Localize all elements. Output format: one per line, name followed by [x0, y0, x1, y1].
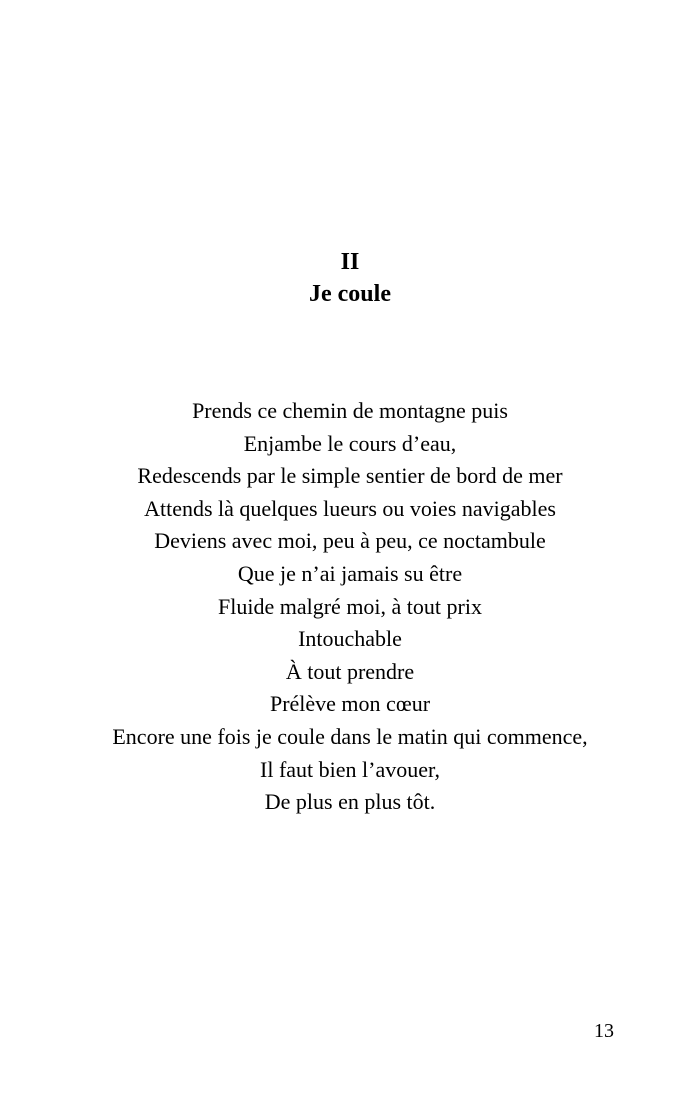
poem-body	[0, 395, 700, 819]
poem-line: Intouchable	[298, 626, 402, 652]
page-number: 13	[594, 1020, 614, 1042]
poem-line: Attends là quelques lueurs ou voies navigables	[144, 495, 556, 521]
poem-line: Fluide malgré moi, à tout prix	[218, 593, 482, 619]
poem-line: Il faut bien l’avouer,	[260, 756, 440, 782]
chapter-numeral: II	[340, 249, 360, 275]
poem-line: Que je n’ai jamais su être	[237, 560, 463, 586]
poem-line: Redescends par le simple sentier de bord de mer	[137, 463, 563, 489]
poem-line: Prélève mon cœur	[269, 691, 431, 717]
poem-line: À tout prendre	[285, 658, 415, 684]
poem-line: Prends ce chemin de montagne puis	[192, 398, 508, 423]
chapter-title: Je coule	[309, 281, 391, 307]
poem-line: De plus en plus tôt.	[264, 789, 436, 815]
poem-line: Enjambe le cours d’eau,	[243, 430, 457, 456]
poem-line: Encore une fois je coule dans le matin qui commence,	[112, 723, 588, 749]
poem-line: Deviens avec moi, peu à peu, ce noctambule	[154, 528, 546, 554]
